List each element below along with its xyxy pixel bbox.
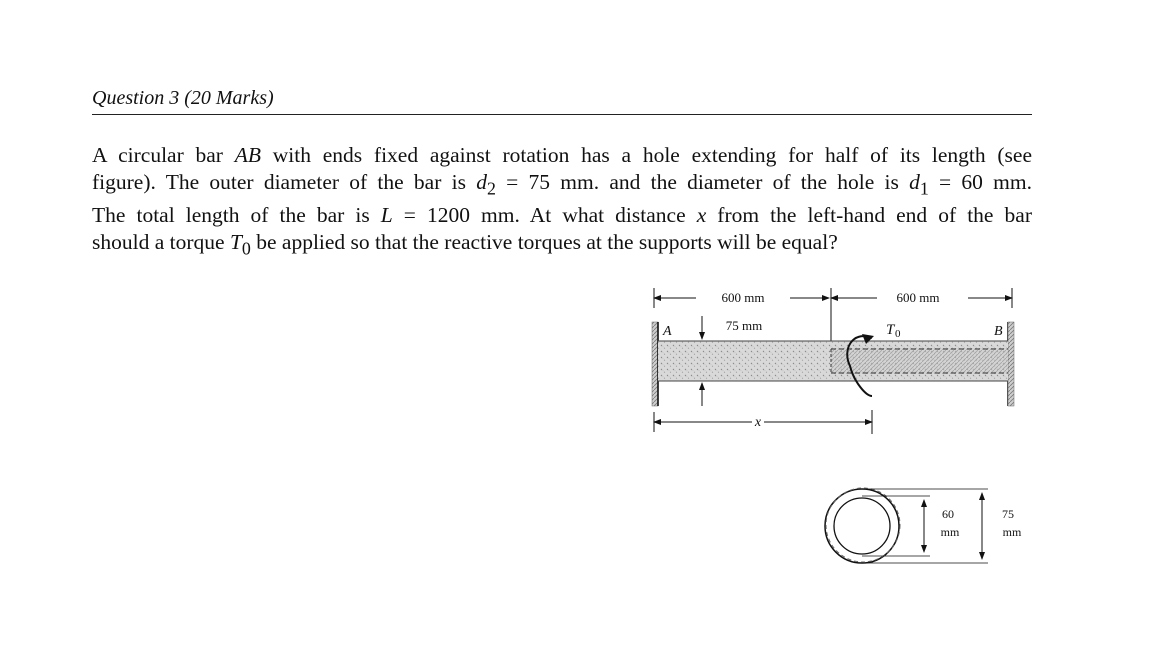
question-heading (92, 86, 1032, 115)
circular-bar (658, 341, 1008, 381)
problem-line-1 (92, 142, 1032, 169)
text-run: figure). The outer diameter of the bar is (92, 170, 477, 194)
dimension-600-right (831, 288, 1012, 308)
length-symbol: L (380, 203, 393, 228)
torque-symbol: T (229, 230, 242, 255)
text-run: A circular bar (92, 143, 235, 167)
hole-diameter-subscript: 1 (919, 178, 929, 199)
outer-diameter-unit: mm (1002, 525, 1022, 539)
torque-label: T (886, 322, 895, 338)
distance-x-label: x (754, 415, 762, 430)
dimension-600-left (654, 288, 829, 308)
dim-left-label: 600 mm (721, 290, 765, 305)
text-run: with ends fixed against rotation has a hole extending for half of its length (see (261, 143, 1033, 167)
text-run: from the left-hand end of the bar (706, 203, 1032, 228)
dim-outer-label: 75 mm (725, 318, 763, 333)
outer-diameter-symbol: d (476, 170, 487, 194)
cross-section (825, 488, 1022, 563)
problem-statement (92, 142, 1032, 263)
text-run: = 1200 mm. At what distance (392, 203, 697, 228)
text-run: The total length of the bar is (92, 203, 381, 228)
problem-line-3 (92, 202, 1032, 229)
hole-diameter-value: 60 (942, 507, 954, 521)
torque-label-subscript: 0 (895, 328, 901, 340)
torque-subscript: 0 (241, 238, 251, 259)
outer-diameter-subscript: 2 (486, 178, 496, 199)
dimension-x (654, 410, 872, 434)
dim-right-label: 600 mm (896, 290, 940, 305)
support-a-label: A (663, 324, 672, 339)
text-run: = 75 mm. and the diameter of the hole is (495, 170, 910, 194)
problem-line-4 (92, 229, 1032, 262)
hole-diameter-symbol: d (909, 170, 920, 194)
text-run: = 60 mm. (928, 170, 1032, 194)
problem-line-2 (92, 169, 1032, 202)
hole-diameter-unit: mm (940, 525, 960, 539)
text-run: should a torque (92, 230, 230, 255)
outer-diameter-value: 75 (1002, 507, 1014, 521)
bar-diagram (630, 278, 1050, 578)
text-run: be applied so that the reactive torques at the supports will be equal? (250, 230, 838, 255)
hole-circle (834, 498, 890, 554)
bar-figure (630, 278, 1050, 583)
bar-label: AB (234, 143, 261, 167)
question-title: Question 3 (20 Marks) (92, 87, 274, 109)
distance-symbol: x (696, 203, 707, 228)
support-b-label: B (994, 324, 1003, 339)
